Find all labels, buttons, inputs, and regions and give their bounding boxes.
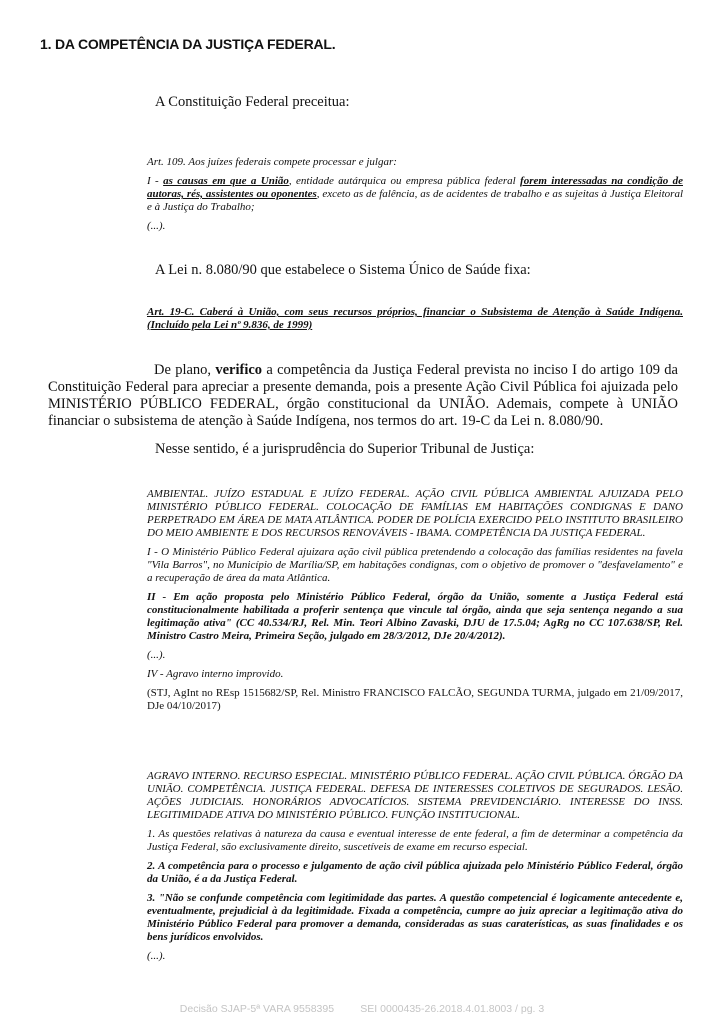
art109-ellipsis: (...). xyxy=(147,220,166,232)
juris2-ellipsis: (...). xyxy=(147,950,166,962)
art19c-text: Art. 19-C. Caberá à União, com seus recursos próprios, financiar o Subsistema de Atenção à Saúde Indígena. (Incluído pela Lei nº 9.836, de 1999) xyxy=(147,306,683,331)
intro-law: A Lei n. 8.080/90 que estabelece o Sistema Único de Saúde fixa: xyxy=(155,262,531,278)
juris2-item-3: 3. "Não se confunde competência com legitimidade das partes. A questão competencial é logicamente antecedente e, eventualmente, prejudicial à da legitimidade. Fixada a competência, cumpre ao juiz apreciar a legitimação ativa do Ministério Público Federal para promover a demanda, consideradas as suas caraterísticas, as suas finalidades e os bens jurídicos envolvidos. xyxy=(147,892,683,943)
juris1-citation: (STJ, AgInt no REsp 1515682/SP, Rel. Ministro FRANCISCO FALCÃO, SEGUNDA TURMA, julgado em 21/09/2017, DJe 04/10/2017) xyxy=(147,687,683,712)
jurisprudence-1 xyxy=(147,488,683,719)
juris1-item-4: IV - Agravo interno improvido. xyxy=(147,668,284,680)
juris1-item-1: I - O Ministério Público Federal ajuizara ação civil pública pretendendo a colocação das famílias residentes na favela "Vila Barros", no Município de Marília/SP, em habitações condignas, com o objetivo de promover o "desfavelamento" e a recuperação de área da mata Atlântica. xyxy=(147,546,683,584)
art19c-quote xyxy=(147,306,683,338)
juris2-item-2: 2. A competência para o processo e julgamento de ação civil pública ajuizada pelo Ministério Público Federal, órgão da União, é a da Justiça Federal. xyxy=(147,860,683,885)
juris1-ementa: AMBIENTAL. JUÍZO ESTADUAL E JUÍZO FEDERAL. AÇÃO CIVIL PÚBLICA AMBIENTAL AJUIZADA PELO MINISTÉRIO PÚBLICO FEDERAL. COLOCAÇÃO DE FAMÍLIAS EM HABITAÇÕES CONDIGNAS E DANO PERPETRADO EM ÁREA DE MATA ATLÂNTICA. PODER DE POLÍCIA EXERCIDO PELO INSTITUTO BRASILEIRO DO MEIO AMBIENTE E DOS RECURSOS RENOVÁVEIS - IBAMA. COMPETÊNCIA DA JUSTIÇA FEDERAL. xyxy=(147,488,683,539)
art109-underline-1: as causas em que a União xyxy=(163,175,289,187)
art109-inciso-i: I - as causas em que a União, entidade autárquica ou empresa pública federal forem interessadas na condição de autoras, rés, assistentes ou oponentes, exceto as de falência, as de acidentes de trabalho e as sujeitas à Justiça Eleitoral e à Justiça do Trabalho; xyxy=(147,175,683,213)
page-footer: Decisão SJAP-5ª VARA 9558395 SEI 0000435-26.2018.4.01.8003 / pg. 3 xyxy=(179,1003,545,1015)
verifico-bold: verifico xyxy=(215,362,263,378)
art109-caput: Art. 109. Aos juízes federais compete processar e julgar: xyxy=(147,156,397,168)
intro-jurisprudence: Nesse sentido, é a jurisprudência do Superior Tribunal de Justiça: xyxy=(155,441,535,457)
main-paragraph: De plano, verifico a competência da Justiça Federal prevista no inciso I do artigo 109 da Constituição Federal para apreciar a presente demanda, pois a presente Ação Civil Pública foi ajuizada pelo MINISTÉRIO PÚBLICO FEDERAL, órgão constitucional da UNIÃO. Ademais, compete à UNIÃO financiar o subsistema de atenção à Saúde Indígena, nos termos do art. 19-C da Lei n. 8.080/90. xyxy=(48,362,678,429)
art109-underline-2: forem interessadas na condição de autoras, rés, assistentes ou oponentes xyxy=(147,175,683,200)
juris1-item-2: II - Em ação proposta pelo Ministério Público Federal, órgão da União, somente a Justiça Federal está constitucionalmente habilitada a proferir sentença que vincule tal órgão, ainda que seja sentença negando a sua legitimação ativa" (CC 40.534/RJ, Rel. Min. Teori Albino Zavaski, DJU de 17.5.04; AgRg no CC 107.638/SP, Rel. Ministro Castro Meira, Primeira Seção, julgado em 28/3/2012, DJe 20/4/2012). xyxy=(147,591,683,642)
section-title: 1. DA COMPETÊNCIA DA JUSTIÇA FEDERAL. xyxy=(40,36,336,52)
juris1-ellipsis: (...). xyxy=(147,649,166,661)
intro-constitution: A Constituição Federal preceitua: xyxy=(155,94,350,110)
art109-quote xyxy=(147,156,683,239)
juris2-ementa: AGRAVO INTERNO. RECURSO ESPECIAL. MINISTÉRIO PÚBLICO FEDERAL. AÇÃO CIVIL PÚBLICA. ÓRGÃO DA UNIÃO. COMPETÊNCIA. JUSTIÇA FEDERAL. DEFESA DE INTERESSES COLETIVOS DE SEGURADOS. LESÃO. AÇÕES JUDICIAIS. HONORÁRIOS ADVOCATÍCIOS. SISTEMA PREVIDENCIÁRIO. INTERESSE DO INSS. LEGITIMIDADE ATIVA DO MINISTÉRIO PÚBLICO. FUNÇÃO INSTITUCIONAL. xyxy=(147,770,683,821)
juris2-item-1: 1. As questões relativas à natureza da causa e eventual interesse de ente federal, a fim de determinar a competência da Justiça Federal, são exclusivamente direito, suscetíveis de exame em recurso especial. xyxy=(147,828,683,853)
jurisprudence-2 xyxy=(147,770,683,969)
